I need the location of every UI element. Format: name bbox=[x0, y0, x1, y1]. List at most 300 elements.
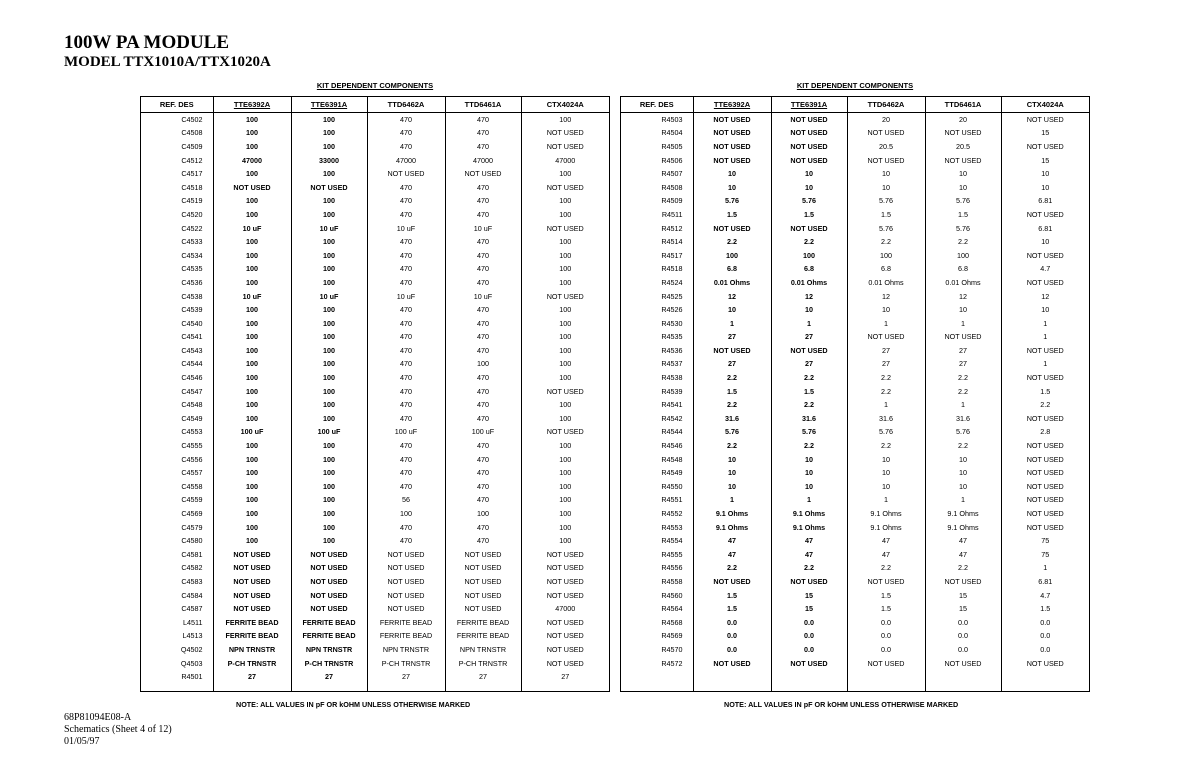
ref-des-cell: R4555 bbox=[661, 549, 683, 559]
value-cell: 100 bbox=[213, 276, 291, 290]
table-row bbox=[621, 276, 1089, 290]
value-cell: 1 bbox=[771, 493, 847, 507]
value-cell: 2.2 bbox=[925, 439, 1001, 453]
value-cell: 470 bbox=[367, 316, 445, 330]
page-subtitle: MODEL TTX1010A/TTX1020A bbox=[64, 54, 271, 70]
table-row bbox=[621, 303, 1089, 317]
ref-des-cell: C4582 bbox=[181, 563, 203, 573]
ref-des-cell: R4556 bbox=[661, 563, 683, 573]
table-row bbox=[141, 330, 609, 344]
value-cell: NOT USED bbox=[445, 167, 521, 181]
table-row bbox=[621, 412, 1089, 426]
value-cell: 100 bbox=[213, 113, 291, 127]
value-cell: NOT USED bbox=[445, 602, 521, 616]
table-row bbox=[141, 126, 609, 140]
value-cell: NOT USED bbox=[1001, 466, 1089, 480]
value-cell: 10 bbox=[847, 167, 925, 181]
value-cell: 47000 bbox=[521, 602, 609, 616]
ref-des-cell: R4501 bbox=[181, 672, 203, 682]
ref-des-cell: R4509 bbox=[661, 196, 683, 206]
value-cell: 1.5 bbox=[771, 208, 847, 222]
value-cell: 1 bbox=[1001, 330, 1089, 344]
value-cell: NOT USED bbox=[693, 153, 771, 167]
value-cell: NOT USED bbox=[291, 575, 367, 589]
value-cell: 100 bbox=[213, 316, 291, 330]
table-row bbox=[141, 629, 609, 643]
value-cell: 470 bbox=[367, 520, 445, 534]
value-cell: 470 bbox=[367, 126, 445, 140]
value-cell: NOT USED bbox=[521, 180, 609, 194]
value-cell: NOT USED bbox=[213, 588, 291, 602]
value-cell: 470 bbox=[367, 534, 445, 548]
value-cell: 5.76 bbox=[693, 194, 771, 208]
value-cell: NOT USED bbox=[771, 153, 847, 167]
table-row bbox=[621, 208, 1089, 222]
value-cell: 100 bbox=[291, 167, 367, 181]
ref-des-cell: R4525 bbox=[661, 291, 683, 301]
value-cell: NOT USED bbox=[521, 615, 609, 629]
value-cell: 2.2 bbox=[847, 439, 925, 453]
value-cell: 10 bbox=[847, 480, 925, 494]
ref-des-cell: R4552 bbox=[661, 509, 683, 519]
table-row bbox=[141, 602, 609, 616]
table-row bbox=[621, 289, 1089, 303]
value-cell: FERRITE BEAD bbox=[213, 615, 291, 629]
table-row bbox=[141, 221, 609, 235]
ref-des-cell: C4557 bbox=[181, 468, 203, 478]
value-cell: NOT USED bbox=[771, 126, 847, 140]
value-cell: 2.2 bbox=[925, 384, 1001, 398]
table-row bbox=[621, 480, 1089, 494]
value-cell: 56 bbox=[367, 493, 445, 507]
value-cell: 470 bbox=[367, 344, 445, 358]
value-cell: 470 bbox=[445, 466, 521, 480]
value-cell: 9.1 Ohms bbox=[693, 507, 771, 521]
value-cell: 9.1 Ohms bbox=[771, 507, 847, 521]
value-cell: NOT USED bbox=[367, 548, 445, 562]
value-cell: 33000 bbox=[291, 153, 367, 167]
ref-des-cell: R4542 bbox=[661, 413, 683, 423]
table-row bbox=[141, 276, 609, 290]
value-cell: 10 bbox=[847, 452, 925, 466]
value-cell: 20 bbox=[847, 113, 925, 127]
value-cell: 0.0 bbox=[771, 615, 847, 629]
table-row bbox=[621, 235, 1089, 249]
value-cell: NOT USED bbox=[213, 180, 291, 194]
left-table-heading: KIT DEPENDENT COMPONENTS bbox=[316, 81, 434, 90]
value-cell: 5.76 bbox=[925, 425, 1001, 439]
value-cell: 10 bbox=[771, 303, 847, 317]
value-cell: 100 bbox=[213, 493, 291, 507]
value-cell: P-CH TRNSTR bbox=[445, 656, 521, 670]
value-cell: 470 bbox=[367, 452, 445, 466]
ref-des-cell: C4555 bbox=[181, 441, 203, 451]
value-cell: 100 bbox=[213, 303, 291, 317]
sheet-label: Schematics (Sheet 4 of 12) bbox=[64, 724, 172, 735]
value-cell: 2.8 bbox=[1001, 425, 1089, 439]
value-cell: 1 bbox=[1001, 561, 1089, 575]
value-cell: 100 bbox=[291, 330, 367, 344]
value-cell: 15 bbox=[771, 588, 847, 602]
table-row bbox=[141, 167, 609, 181]
value-cell: 470 bbox=[445, 439, 521, 453]
value-cell: 100 bbox=[521, 493, 609, 507]
value-cell: 100 bbox=[521, 262, 609, 276]
value-cell: NOT USED bbox=[521, 425, 609, 439]
ref-des-cell: C4584 bbox=[181, 590, 203, 600]
left-table-note: NOTE: ALL VALUES IN pF OR kOHM UNLESS OTHERWISE MARKED bbox=[236, 700, 471, 709]
value-cell: FERRITE BEAD bbox=[367, 629, 445, 643]
value-cell: 100 bbox=[445, 507, 521, 521]
value-cell: 47000 bbox=[367, 153, 445, 167]
value-cell: 27 bbox=[521, 670, 609, 684]
value-cell: 47 bbox=[925, 548, 1001, 562]
value-cell: NOT USED bbox=[693, 126, 771, 140]
value-cell: NOT USED bbox=[521, 140, 609, 154]
value-cell: 5.76 bbox=[925, 221, 1001, 235]
value-cell: NOT USED bbox=[1001, 248, 1089, 262]
value-cell: 0.0 bbox=[847, 643, 925, 657]
table-row bbox=[141, 303, 609, 317]
ref-des-cell: C4540 bbox=[181, 318, 203, 328]
value-cell: 100 bbox=[291, 113, 367, 127]
value-cell: 100 bbox=[213, 384, 291, 398]
table-row bbox=[621, 643, 1089, 657]
ref-des-cell: R4530 bbox=[661, 318, 683, 328]
value-cell: 1.5 bbox=[1001, 602, 1089, 616]
value-cell: 100 bbox=[291, 126, 367, 140]
ref-des-cell: C4556 bbox=[181, 454, 203, 464]
value-cell: 1 bbox=[693, 493, 771, 507]
value-cell: 100 bbox=[291, 316, 367, 330]
value-cell: 100 uF bbox=[367, 425, 445, 439]
ref-des-cell: Q4502 bbox=[180, 644, 203, 654]
value-cell: 47000 bbox=[213, 153, 291, 167]
value-cell: 100 bbox=[521, 439, 609, 453]
ref-des-cell: C4547 bbox=[181, 386, 203, 396]
table-row bbox=[141, 412, 609, 426]
value-cell: 100 bbox=[521, 167, 609, 181]
table-row bbox=[621, 262, 1089, 276]
value-cell: NOT USED bbox=[925, 656, 1001, 670]
value-cell: 100 bbox=[213, 167, 291, 181]
value-cell: 0.0 bbox=[771, 629, 847, 643]
value-cell: 1 bbox=[925, 398, 1001, 412]
value-cell: 470 bbox=[367, 412, 445, 426]
value-cell: 2.2 bbox=[1001, 398, 1089, 412]
ref-des-cell: R4538 bbox=[661, 373, 683, 383]
value-cell: NOT USED bbox=[1001, 113, 1089, 127]
value-cell: 10 uF bbox=[291, 289, 367, 303]
value-cell: 2.2 bbox=[693, 398, 771, 412]
value-cell: 1.5 bbox=[847, 602, 925, 616]
table-row bbox=[141, 153, 609, 167]
ref-des-cell: R4514 bbox=[661, 237, 683, 247]
value-cell: 0.0 bbox=[693, 643, 771, 657]
ref-des-cell: R4572 bbox=[661, 658, 683, 668]
value-cell: NOT USED bbox=[1001, 493, 1089, 507]
value-cell: 5.76 bbox=[771, 425, 847, 439]
value-cell: 100 bbox=[213, 412, 291, 426]
table-row bbox=[141, 289, 609, 303]
value-cell: 10 bbox=[771, 480, 847, 494]
value-cell: 10 bbox=[925, 167, 1001, 181]
value-cell: 100 bbox=[213, 398, 291, 412]
value-cell: NOT USED bbox=[521, 561, 609, 575]
value-cell: 100 bbox=[213, 507, 291, 521]
value-cell: 0.0 bbox=[847, 615, 925, 629]
table-row bbox=[621, 371, 1089, 385]
ref-des-cell: C4580 bbox=[181, 536, 203, 546]
value-cell: 100 bbox=[291, 262, 367, 276]
value-cell: 100 bbox=[213, 235, 291, 249]
value-cell: 5.76 bbox=[925, 194, 1001, 208]
value-cell: 100 bbox=[521, 330, 609, 344]
value-cell: NOT USED bbox=[771, 575, 847, 589]
value-cell: 100 bbox=[521, 452, 609, 466]
table-row bbox=[141, 643, 609, 657]
value-cell: 27 bbox=[693, 330, 771, 344]
value-cell: 10 bbox=[771, 466, 847, 480]
value-cell: 100 uF bbox=[445, 425, 521, 439]
ref-des-cell: R4524 bbox=[661, 277, 683, 287]
ref-des-cell: C4522 bbox=[181, 223, 203, 233]
ref-des-cell: R4553 bbox=[661, 522, 683, 532]
value-cell: 100 bbox=[291, 140, 367, 154]
page-title: 100W PA MODULE bbox=[64, 32, 230, 53]
ref-des-cell: R4505 bbox=[661, 141, 683, 151]
value-cell: 1.5 bbox=[925, 208, 1001, 222]
value-cell: NOT USED bbox=[521, 643, 609, 657]
value-cell: 100 bbox=[521, 507, 609, 521]
value-cell: 470 bbox=[367, 235, 445, 249]
value-cell: 470 bbox=[367, 371, 445, 385]
value-cell: 2.2 bbox=[847, 561, 925, 575]
ref-des-cell: C4535 bbox=[181, 264, 203, 274]
value-cell: NOT USED bbox=[445, 548, 521, 562]
table-row bbox=[141, 466, 609, 480]
value-cell: 0.0 bbox=[925, 615, 1001, 629]
value-cell: 10 uF bbox=[445, 221, 521, 235]
value-cell: 10 bbox=[771, 167, 847, 181]
value-cell: 2.2 bbox=[771, 561, 847, 575]
value-cell: NOT USED bbox=[291, 548, 367, 562]
value-cell: 100 bbox=[521, 276, 609, 290]
value-cell: 470 bbox=[445, 113, 521, 127]
table-row bbox=[141, 180, 609, 194]
value-cell: NOT USED bbox=[847, 153, 925, 167]
value-cell: NOT USED bbox=[521, 629, 609, 643]
value-cell: NPN TRNSTR bbox=[367, 643, 445, 657]
value-cell: 470 bbox=[445, 248, 521, 262]
value-cell: 0.0 bbox=[771, 643, 847, 657]
table-row bbox=[141, 615, 609, 629]
value-cell: 470 bbox=[367, 208, 445, 222]
value-cell: 27 bbox=[367, 670, 445, 684]
value-cell: 2.2 bbox=[771, 371, 847, 385]
value-cell: 2.2 bbox=[771, 398, 847, 412]
value-cell: 100 bbox=[521, 235, 609, 249]
value-cell: 1 bbox=[1001, 357, 1089, 371]
value-cell: 31.6 bbox=[771, 412, 847, 426]
ref-des-cell: C4512 bbox=[181, 155, 203, 165]
table-filler-row bbox=[621, 670, 1089, 691]
table-row bbox=[141, 493, 609, 507]
ref-des-cell: C4548 bbox=[181, 400, 203, 410]
value-cell: 15 bbox=[1001, 126, 1089, 140]
ref-des-cell: R4503 bbox=[661, 115, 683, 125]
table-row bbox=[621, 384, 1089, 398]
value-cell: 47 bbox=[925, 534, 1001, 548]
value-cell: 10 bbox=[771, 180, 847, 194]
table-row bbox=[621, 534, 1089, 548]
value-cell: 10 bbox=[693, 180, 771, 194]
value-cell: 6.81 bbox=[1001, 575, 1089, 589]
value-cell: NOT USED bbox=[521, 548, 609, 562]
value-cell: NOT USED bbox=[521, 221, 609, 235]
ref-des-cell: C4541 bbox=[181, 332, 203, 342]
table-row bbox=[621, 221, 1089, 235]
value-cell: 27 bbox=[847, 344, 925, 358]
value-cell: 47000 bbox=[521, 153, 609, 167]
value-cell: 1 bbox=[925, 316, 1001, 330]
value-cell: 27 bbox=[771, 357, 847, 371]
column-header: TTD6461A bbox=[445, 97, 521, 113]
table-row bbox=[621, 425, 1089, 439]
value-cell: NOT USED bbox=[291, 180, 367, 194]
value-cell: 470 bbox=[367, 303, 445, 317]
ref-des-cell: R4526 bbox=[661, 305, 683, 315]
value-cell: NOT USED bbox=[445, 588, 521, 602]
ref-des-cell: C4539 bbox=[181, 305, 203, 315]
value-cell: 100 bbox=[521, 113, 609, 127]
value-cell: 100 bbox=[291, 398, 367, 412]
value-cell: 100 bbox=[291, 412, 367, 426]
value-cell: 6.81 bbox=[1001, 194, 1089, 208]
value-cell: 2.2 bbox=[693, 561, 771, 575]
value-cell: 100 bbox=[213, 194, 291, 208]
value-cell: 470 bbox=[367, 466, 445, 480]
value-cell: NOT USED bbox=[213, 548, 291, 562]
ref-des-cell: C4546 bbox=[181, 373, 203, 383]
value-cell: 100 bbox=[213, 480, 291, 494]
right-table-note: NOTE: ALL VALUES IN pF OR kOHM UNLESS OTHERWISE MARKED bbox=[724, 700, 959, 709]
table-row bbox=[621, 507, 1089, 521]
column-header: CTX4024A bbox=[521, 97, 609, 113]
table-row bbox=[141, 398, 609, 412]
table-row bbox=[141, 520, 609, 534]
table-row bbox=[621, 602, 1089, 616]
value-cell: 470 bbox=[367, 194, 445, 208]
ref-des-cell: C4518 bbox=[181, 182, 203, 192]
value-cell: 47 bbox=[847, 548, 925, 562]
value-cell: NOT USED bbox=[771, 656, 847, 670]
ref-des-cell: C4509 bbox=[181, 141, 203, 151]
value-cell: NOT USED bbox=[367, 575, 445, 589]
value-cell: 12 bbox=[847, 289, 925, 303]
value-cell: 2.2 bbox=[771, 439, 847, 453]
column-header: TTD6461A bbox=[925, 97, 1001, 113]
value-cell: 470 bbox=[367, 330, 445, 344]
value-cell: 10 bbox=[1001, 167, 1089, 181]
ref-des-cell: R4541 bbox=[661, 400, 683, 410]
value-cell: 10 bbox=[1001, 235, 1089, 249]
value-cell: 15 bbox=[925, 602, 1001, 616]
ref-des-cell: R4551 bbox=[661, 495, 683, 505]
value-cell: 1 bbox=[847, 316, 925, 330]
table-row bbox=[621, 153, 1089, 167]
value-cell: 15 bbox=[925, 588, 1001, 602]
ref-des-cell: R4569 bbox=[661, 631, 683, 641]
table-row bbox=[141, 439, 609, 453]
table-row bbox=[141, 507, 609, 521]
value-cell: NOT USED bbox=[1001, 412, 1089, 426]
value-cell: 10 bbox=[925, 480, 1001, 494]
value-cell: 12 bbox=[1001, 289, 1089, 303]
value-cell: 6.8 bbox=[847, 262, 925, 276]
table-row bbox=[141, 656, 609, 670]
value-cell: 27 bbox=[291, 670, 367, 684]
value-cell: 100 bbox=[291, 534, 367, 548]
value-cell: 2.2 bbox=[693, 235, 771, 249]
value-cell: NOT USED bbox=[367, 561, 445, 575]
table-row bbox=[621, 194, 1089, 208]
value-cell: 2.2 bbox=[847, 371, 925, 385]
value-cell: 470 bbox=[367, 357, 445, 371]
value-cell: 1.5 bbox=[693, 588, 771, 602]
value-cell: 100 bbox=[213, 126, 291, 140]
value-cell: 31.6 bbox=[693, 412, 771, 426]
ref-des-cell: C4517 bbox=[181, 169, 203, 179]
value-cell: 470 bbox=[367, 262, 445, 276]
value-cell: 100 bbox=[521, 398, 609, 412]
value-cell: NPN TRNSTR bbox=[213, 643, 291, 657]
value-cell: 2.2 bbox=[847, 235, 925, 249]
value-cell: 470 bbox=[445, 303, 521, 317]
ref-des-cell: C4558 bbox=[181, 481, 203, 491]
value-cell: 470 bbox=[367, 140, 445, 154]
value-cell: NOT USED bbox=[1001, 520, 1089, 534]
value-cell: 10 bbox=[847, 466, 925, 480]
table-row bbox=[141, 371, 609, 385]
value-cell: 0.01 Ohms bbox=[925, 276, 1001, 290]
value-cell: NOT USED bbox=[1001, 344, 1089, 358]
value-cell: 0.0 bbox=[1001, 629, 1089, 643]
ref-des-cell: R4546 bbox=[661, 441, 683, 451]
value-cell: 470 bbox=[445, 398, 521, 412]
value-cell: 0.01 Ohms bbox=[693, 276, 771, 290]
value-cell: 12 bbox=[771, 289, 847, 303]
value-cell: 470 bbox=[367, 276, 445, 290]
ref-des-cell: C4581 bbox=[181, 549, 203, 559]
value-cell: NOT USED bbox=[213, 561, 291, 575]
ref-des-cell: C4587 bbox=[181, 604, 203, 614]
value-cell: 470 bbox=[445, 493, 521, 507]
value-cell: NOT USED bbox=[1001, 439, 1089, 453]
value-cell: 0.0 bbox=[925, 629, 1001, 643]
value-cell: 10 bbox=[847, 303, 925, 317]
value-cell: 47000 bbox=[445, 153, 521, 167]
value-cell: 2.2 bbox=[925, 561, 1001, 575]
value-cell: 10 uF bbox=[367, 289, 445, 303]
ref-des-cell: C4544 bbox=[181, 359, 203, 369]
value-cell: 100 bbox=[521, 303, 609, 317]
ref-des-cell: R4549 bbox=[661, 468, 683, 478]
ref-des-cell: R4570 bbox=[661, 644, 683, 654]
value-cell: NOT USED bbox=[693, 575, 771, 589]
value-cell: 1.5 bbox=[693, 384, 771, 398]
ref-des-cell: R4508 bbox=[661, 182, 683, 192]
